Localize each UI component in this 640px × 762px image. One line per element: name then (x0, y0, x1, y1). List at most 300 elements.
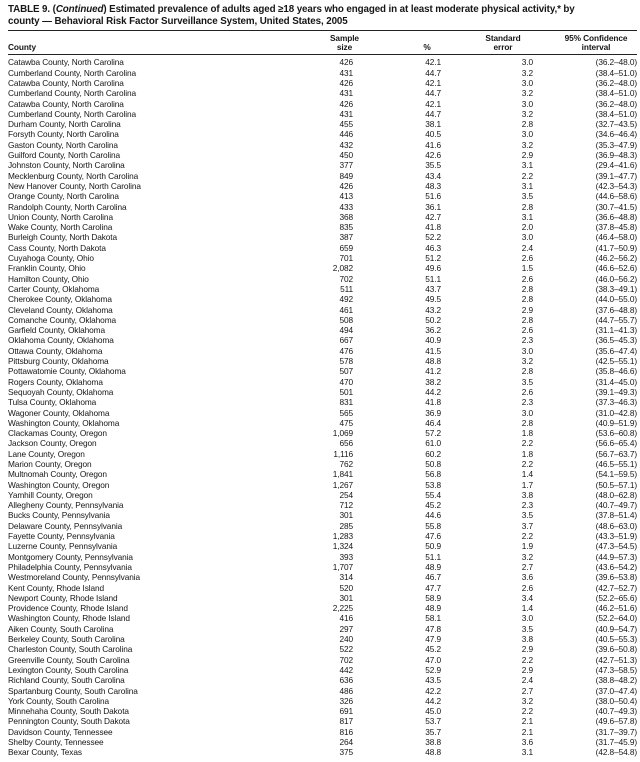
confidence-interval-cell: (37.6–48.8) (595, 304, 637, 315)
table-row (8, 613, 637, 623)
sample-size-cell: 702 (339, 654, 353, 665)
table-row (8, 634, 637, 644)
table-row (8, 232, 637, 242)
percent-cell: 41.8 (425, 222, 441, 233)
column-header-percent (353, 31, 441, 55)
sample-size-cell: 377 (339, 160, 353, 171)
confidence-interval-cell: (46.2–51.6) (595, 603, 637, 614)
standard-error-cell: 2.3 (521, 500, 533, 511)
table-row (8, 510, 637, 520)
confidence-interval-cell: (48.6–63.0) (595, 520, 637, 531)
confidence-interval-cell: (40.9–54.7) (595, 623, 637, 634)
confidence-interval-cell: (40.5–55.3) (595, 634, 637, 645)
table-row (8, 129, 637, 139)
county-cell: Pittsburg County, Oklahoma (8, 356, 109, 367)
county-cell: Cumberland County, North Carolina (8, 67, 136, 78)
percent-cell: 51.6 (425, 191, 441, 202)
standard-error-cell: 2.3 (521, 335, 533, 346)
sample-size-cell: 492 (339, 294, 353, 305)
standard-error-cell: 2.2 (521, 706, 533, 717)
sample-size-cell: 501 (339, 386, 353, 397)
sample-size-cell: 455 (339, 119, 353, 130)
sample-size-cell: 431 (339, 88, 353, 99)
percent-cell: 49.5 (425, 294, 441, 305)
standard-error-cell: 2.2 (521, 531, 533, 542)
table-header (8, 31, 637, 55)
standard-error-cell: 2.7 (521, 561, 533, 572)
sample-size-cell: 375 (339, 747, 353, 758)
standard-error-cell: 3.2 (521, 139, 533, 150)
county-cell: Clackamas County, Oregon (8, 428, 107, 439)
sample-size-cell: 450 (339, 150, 353, 161)
table-row (8, 346, 637, 356)
confidence-interval-cell: (38.8–48.2) (595, 675, 637, 686)
table-row (8, 624, 637, 634)
table-row (8, 418, 637, 428)
percent-cell: 36.2 (425, 325, 441, 336)
confidence-interval-cell: (44.0–55.0) (595, 294, 637, 305)
confidence-interval-cell: (40.9–51.9) (595, 417, 637, 428)
standard-error-cell: 3.5 (521, 376, 533, 387)
sample-size-cell: 1,841 (332, 469, 353, 480)
table-row (8, 716, 637, 726)
standard-error-cell: 2.7 (521, 685, 533, 696)
sample-size-cell: 522 (339, 644, 353, 655)
standard-error-cell: 3.0 (521, 98, 533, 109)
sample-size-cell: 254 (339, 489, 353, 500)
percent-cell: 48.9 (425, 561, 441, 572)
table-row (8, 88, 637, 98)
table-body (8, 55, 637, 758)
confidence-interval-cell: (37.3–46.3) (595, 397, 637, 408)
standard-error-cell: 2.6 (521, 253, 533, 264)
confidence-interval-cell: (43.6–54.2) (595, 561, 637, 572)
standard-error-cell: 2.2 (521, 654, 533, 665)
table-row (8, 562, 637, 572)
sample-size-cell: 712 (339, 500, 353, 511)
percent-cell: 58.9 (425, 592, 441, 603)
column-header-sample-line2: size (336, 42, 353, 53)
column-header-county: County (8, 42, 36, 53)
table-row (8, 119, 637, 129)
table-title-prefix: TABLE 9. ( (8, 4, 56, 15)
table-row (8, 490, 637, 500)
table-row (8, 521, 637, 531)
table-row (8, 356, 637, 366)
table-row (8, 284, 637, 294)
standard-error-cell: 2.4 (521, 242, 533, 253)
percent-cell: 42.1 (425, 98, 441, 109)
standard-error-cell: 2.8 (521, 417, 533, 428)
percent-cell: 42.7 (425, 211, 441, 222)
standard-error-cell: 2.8 (521, 314, 533, 325)
table-row (8, 140, 637, 150)
standard-error-cell: 3.0 (521, 57, 533, 68)
table-row (8, 572, 637, 582)
confidence-interval-cell: (56.6–65.4) (595, 438, 637, 449)
column-header-percent-label: % (423, 42, 431, 53)
sample-size-cell: 426 (339, 98, 353, 109)
standard-error-cell: 3.8 (521, 634, 533, 645)
percent-cell: 36.1 (425, 201, 441, 212)
percent-cell: 42.6 (425, 150, 441, 161)
table-row (8, 191, 637, 201)
standard-error-cell: 2.6 (521, 582, 533, 593)
confidence-interval-cell: (30.7–41.5) (595, 201, 637, 212)
county-cell: Kent County, Rhode Island (8, 582, 105, 593)
county-cell: Wake County, North Carolina (8, 222, 113, 233)
sample-size-cell: 691 (339, 706, 353, 717)
county-cell: Washington County, Oklahoma (8, 417, 120, 428)
standard-error-cell: 3.6 (521, 572, 533, 583)
confidence-interval-cell: (46.0–56.2) (595, 273, 637, 284)
percent-cell: 46.7 (425, 572, 441, 583)
percent-cell: 38.1 (425, 119, 441, 130)
sample-size-cell: 426 (339, 78, 353, 88)
county-cell: Catawba County, North Carolina (8, 78, 124, 88)
confidence-interval-cell: (43.3–51.9) (595, 531, 637, 542)
percent-cell: 44.7 (425, 67, 441, 78)
standard-error-cell: 2.6 (521, 273, 533, 284)
confidence-interval-cell: (42.7–51.3) (595, 654, 637, 665)
confidence-interval-cell: (47.3–54.5) (595, 541, 637, 552)
percent-cell: 61.0 (425, 438, 441, 449)
county-cell: Washington County, Oregon (8, 479, 110, 490)
standard-error-cell: 1.7 (521, 479, 533, 490)
sample-size-cell: 849 (339, 170, 353, 181)
table-row (8, 294, 637, 304)
standard-error-cell: 2.8 (521, 294, 533, 305)
percent-cell: 38.8 (425, 737, 441, 747)
table-row (8, 408, 637, 418)
sample-size-cell: 326 (339, 695, 353, 706)
confidence-interval-cell: (35.6–47.4) (595, 345, 637, 356)
county-cell: Mecklenburg County, North Carolina (8, 170, 139, 181)
standard-error-cell: 2.8 (521, 366, 533, 377)
confidence-interval-cell: (35.3–47.9) (595, 139, 637, 150)
county-cell: Wagoner County, Oklahoma (8, 407, 110, 418)
standard-error-cell: 1.4 (521, 469, 533, 480)
confidence-interval-cell: (36.2–48.0) (595, 78, 637, 88)
county-cell: Cumberland County, North Carolina (8, 88, 136, 99)
percent-cell: 50.2 (425, 314, 441, 325)
standard-error-cell: 2.8 (521, 201, 533, 212)
county-cell: New Hanover County, North Carolina (8, 180, 141, 191)
table-row (8, 644, 637, 654)
sample-size-cell: 264 (339, 737, 353, 747)
sample-size-cell: 659 (339, 242, 353, 253)
confidence-interval-cell: (36.9–48.3) (595, 150, 637, 161)
confidence-interval-cell: (46.2–56.2) (595, 253, 637, 264)
confidence-interval-cell: (36.5–45.3) (595, 335, 637, 346)
percent-cell: 42.1 (425, 57, 441, 68)
confidence-interval-cell: (44.9–57.3) (595, 551, 637, 562)
table-row (8, 68, 637, 78)
confidence-interval-cell: (39.6–50.8) (595, 644, 637, 655)
percent-cell: 50.9 (425, 541, 441, 552)
confidence-interval-cell: (32.7–43.5) (595, 119, 637, 130)
percent-cell: 46.3 (425, 242, 441, 253)
county-cell: Pennington County, South Dakota (8, 716, 130, 727)
sample-size-cell: 393 (339, 551, 353, 562)
table-title-line2: county — Behavioral Risk Factor Surveillance System, United States, 2005 (8, 15, 348, 27)
county-cell: Bucks County, Pennsylvania (8, 510, 110, 521)
standard-error-cell: 3.4 (521, 592, 533, 603)
county-cell: Forsyth County, North Carolina (8, 129, 119, 140)
percent-cell: 44.6 (425, 510, 441, 521)
percent-cell: 45.2 (425, 500, 441, 511)
sample-size-cell: 2,225 (332, 603, 353, 614)
confidence-interval-cell: (31.1–41.3) (595, 325, 637, 336)
table-row (8, 305, 637, 315)
percent-cell: 46.4 (425, 417, 441, 428)
column-header-ci-line1: 95% Confidence (564, 33, 628, 43)
county-cell: Orange County, North Carolina (8, 191, 119, 202)
sample-size-cell: 816 (339, 726, 353, 737)
column-header-sample-line1: Sample (330, 33, 359, 43)
table-row (8, 583, 637, 593)
standard-error-cell: 3.1 (521, 211, 533, 222)
county-cell: Cumberland County, North Carolina (8, 108, 136, 119)
county-cell: Providence County, Rhode Island (8, 603, 128, 614)
county-cell: Sequoyah County, Oklahoma (8, 386, 114, 397)
percent-cell: 41.6 (425, 139, 441, 150)
standard-error-cell: 3.8 (521, 489, 533, 500)
table-row (8, 480, 637, 490)
percent-cell: 44.7 (425, 88, 441, 99)
table-header-row (8, 31, 637, 55)
standard-error-cell: 2.2 (521, 170, 533, 181)
table-row (8, 366, 637, 376)
standard-error-cell: 3.2 (521, 695, 533, 706)
sample-size-cell: 494 (339, 325, 353, 336)
percent-cell: 40.9 (425, 335, 441, 346)
confidence-interval-cell: (37.8–51.4) (595, 510, 637, 521)
standard-error-cell: 2.8 (521, 283, 533, 294)
table-title (8, 4, 637, 27)
percent-cell: 51.1 (425, 273, 441, 284)
table-row (8, 150, 637, 160)
confidence-interval-cell: (40.7–49.7) (595, 500, 637, 511)
percent-cell: 53.8 (425, 479, 441, 490)
percent-cell: 55.8 (425, 520, 441, 531)
table-row (8, 696, 637, 706)
county-cell: Spartanburg County, South Carolina (8, 685, 138, 696)
percent-cell: 41.8 (425, 397, 441, 408)
confidence-interval-cell: (37.0–47.4) (595, 685, 637, 696)
table-row (8, 263, 637, 273)
confidence-interval-cell: (31.0–42.8) (595, 407, 637, 418)
confidence-interval-cell: (42.3–54.3) (595, 180, 637, 191)
confidence-interval-cell: (29.4–41.6) (595, 160, 637, 171)
sample-size-cell: 297 (339, 623, 353, 634)
table-row (8, 78, 637, 88)
standard-error-cell: 3.2 (521, 356, 533, 367)
county-cell: Shelby County, Tennessee (8, 737, 104, 747)
percent-cell: 45.0 (425, 706, 441, 717)
confidence-interval-cell: (36.2–48.0) (595, 98, 637, 109)
county-cell: Washington County, Rhode Island (8, 613, 130, 624)
standard-error-cell: 3.0 (521, 613, 533, 624)
confidence-interval-cell: (38.4–51.0) (595, 108, 637, 119)
county-cell: Davidson County, Tennessee (8, 726, 113, 737)
confidence-interval-cell: (48.0–62.8) (595, 489, 637, 500)
county-cell: Ottawa County, Oklahoma (8, 345, 103, 356)
table-row (8, 593, 637, 603)
percent-cell: 48.3 (425, 180, 441, 191)
standard-error-cell: 2.9 (521, 664, 533, 675)
county-cell: Durham County, North Carolina (8, 119, 121, 130)
confidence-interval-cell: (53.6–60.8) (595, 428, 637, 439)
standard-error-cell: 3.6 (521, 737, 533, 747)
standard-error-cell: 3.1 (521, 180, 533, 191)
table-row (8, 99, 637, 109)
sample-size-cell: 387 (339, 232, 353, 243)
percent-cell: 48.8 (425, 356, 441, 367)
standard-error-cell: 1.4 (521, 603, 533, 614)
standard-error-cell: 3.7 (521, 520, 533, 531)
table-row (8, 377, 637, 387)
table-row (8, 603, 637, 613)
sample-size-cell: 817 (339, 716, 353, 727)
sample-size-cell: 1,116 (333, 448, 353, 459)
county-cell: Cuyahoga County, Ohio (8, 253, 94, 264)
percent-cell: 44.7 (425, 108, 441, 119)
county-cell: Bexar County, Texas (8, 747, 82, 758)
county-cell: Lane County, Oregon (8, 448, 85, 459)
county-cell: Luzerne County, Pennsylvania (8, 541, 118, 552)
sample-size-cell: 511 (340, 283, 353, 294)
percent-cell: 41.2 (425, 366, 441, 377)
sample-size-cell: 431 (339, 108, 353, 119)
table-row (8, 665, 637, 675)
sample-size-cell: 426 (339, 57, 353, 68)
percent-cell: 43.5 (425, 675, 441, 686)
table-row (8, 500, 637, 510)
confidence-interval-cell: (35.8–46.6) (595, 366, 637, 377)
table-row (8, 243, 637, 253)
sample-size-cell: 433 (339, 201, 353, 212)
confidence-interval-cell: (47.3–58.5) (595, 664, 637, 675)
table-title-suffix: ) Estimated prevalence of adults aged ≥18 years who engaged in at least moderate physical activity,* by (103, 4, 575, 15)
table-row (8, 181, 637, 191)
standard-error-cell: 2.9 (521, 304, 533, 315)
county-cell: Richland County, South Carolina (8, 675, 125, 686)
standard-error-cell: 3.0 (521, 78, 533, 88)
sample-size-cell: 475 (339, 417, 353, 428)
county-cell: Fayette County, Pennsylvania (8, 531, 115, 542)
standard-error-cell: 3.1 (521, 747, 533, 758)
confidence-interval-cell: (39.1–47.7) (595, 170, 637, 181)
percent-cell: 55.4 (425, 489, 441, 500)
percent-cell: 56.8 (425, 469, 441, 480)
confidence-interval-cell: (39.1–49.3) (595, 386, 637, 397)
table-row (8, 315, 637, 325)
sample-size-cell: 762 (339, 458, 353, 469)
sample-size-cell: 432 (339, 139, 353, 150)
standard-error-cell: 1.8 (521, 428, 533, 439)
percent-cell: 48.9 (425, 603, 441, 614)
percent-cell: 51.2 (425, 253, 441, 264)
sample-size-cell: 578 (339, 356, 353, 367)
sample-size-cell: 636 (339, 675, 353, 686)
county-cell: Guilford County, North Carolina (8, 150, 121, 161)
confidence-interval-cell: (46.6–52.6) (595, 263, 637, 274)
percent-cell: 49.6 (425, 263, 441, 274)
table-row (8, 706, 637, 716)
sample-size-cell: 701 (339, 253, 353, 264)
standard-error-cell: 2.3 (521, 397, 533, 408)
confidence-interval-cell: (44.7–55.7) (595, 314, 637, 325)
table-row (8, 449, 637, 459)
table-row (8, 397, 637, 407)
sample-size-cell: 285 (339, 520, 353, 531)
county-cell: Marion County, Oregon (8, 458, 92, 469)
column-header-se-line1: Standard (485, 33, 521, 43)
confidence-interval-cell: (36.2–48.0) (595, 57, 637, 68)
table-row (8, 55, 637, 68)
county-cell: Oklahoma County, Oklahoma (8, 335, 114, 346)
table-row (8, 469, 637, 479)
sample-size-cell: 301 (339, 510, 353, 521)
standard-error-cell: 3.2 (521, 67, 533, 78)
sample-size-cell: 508 (339, 314, 353, 325)
percent-cell: 51.1 (425, 551, 441, 562)
county-cell: Union County, North Carolina (8, 211, 113, 222)
table-row (8, 531, 637, 541)
sample-size-cell: 413 (339, 191, 353, 202)
sample-size-cell: 470 (339, 376, 353, 387)
standard-error-cell: 2.6 (521, 325, 533, 336)
table-row (8, 675, 637, 685)
percent-cell: 50.8 (425, 458, 441, 469)
standard-error-cell: 3.5 (521, 510, 533, 521)
confidence-interval-cell: (44.6–58.6) (595, 191, 637, 202)
standard-error-cell: 3.0 (521, 407, 533, 418)
table-row (8, 325, 637, 335)
percent-cell: 53.7 (425, 716, 441, 727)
county-cell: Catawba County, North Carolina (8, 98, 124, 109)
confidence-interval-cell: (38.4–51.0) (595, 67, 637, 78)
confidence-interval-cell: (46.4–58.0) (595, 232, 637, 243)
confidence-interval-cell: (41.7–50.9) (595, 242, 637, 253)
county-cell: Westmoreland County, Pennsylvania (8, 572, 140, 583)
table-row (8, 212, 637, 222)
county-cell: Gaston County, North Carolina (8, 139, 118, 150)
standard-error-cell: 2.6 (521, 386, 533, 397)
sample-size-cell: 1,283 (332, 531, 353, 542)
percent-cell: 40.5 (425, 129, 441, 140)
confidence-interval-cell: (52.2–65.6) (595, 592, 637, 603)
confidence-interval-cell: (50.5–57.1) (595, 479, 637, 490)
percent-cell: 47.0 (425, 654, 441, 665)
county-cell: Cass County, North Dakota (8, 242, 106, 253)
standard-error-cell: 2.2 (521, 438, 533, 449)
confidence-interval-cell: (40.7–49.3) (595, 706, 637, 717)
percent-cell: 52.2 (425, 232, 441, 243)
sample-size-cell: 831 (339, 397, 353, 408)
table-row (8, 428, 637, 438)
confidence-interval-cell: (46.5–55.1) (595, 458, 637, 469)
table-row (8, 171, 637, 181)
standard-error-cell: 3.5 (521, 191, 533, 202)
sample-size-cell: 667 (339, 335, 353, 346)
table-row (8, 274, 637, 284)
confidence-interval-cell: (38.4–51.0) (595, 88, 637, 99)
confidence-interval-cell: (42.8–54.8) (595, 747, 637, 758)
standard-error-cell: 3.1 (521, 160, 533, 171)
percent-cell: 52.9 (425, 664, 441, 675)
